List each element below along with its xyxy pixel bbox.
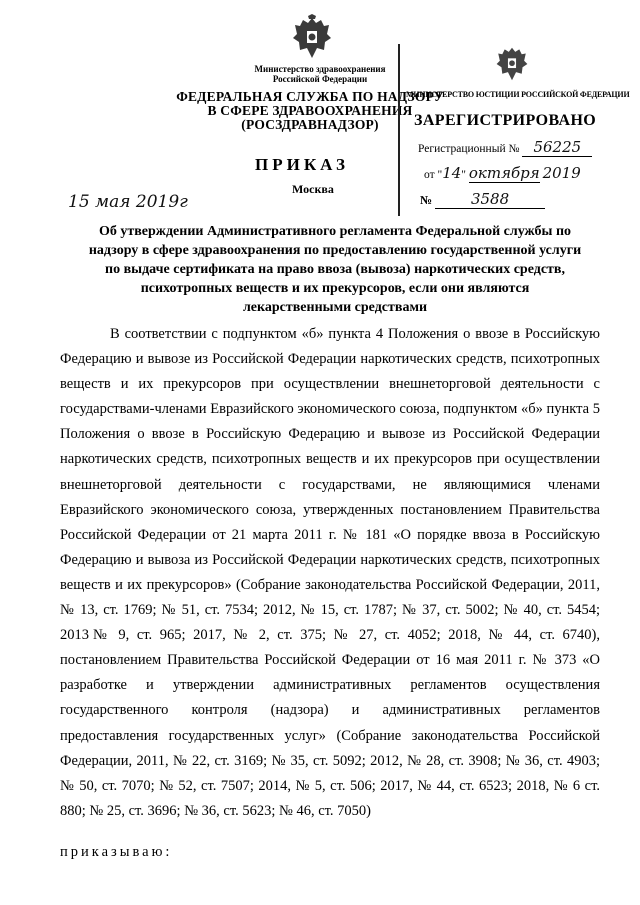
agency-line-2: В СФЕРЕ ЗДРАВООХРАНЕНИЯ — [207, 103, 413, 118]
order-verb: приказываю: — [60, 844, 173, 860]
date-day: 14 — [442, 164, 462, 182]
date-year: 2019 — [542, 164, 581, 182]
ministry-line-1: Министерство здравоохранения — [254, 64, 386, 74]
stamp-emblem-icon — [495, 44, 529, 84]
stamp-registration-number — [418, 138, 592, 157]
registration-stamp — [398, 44, 630, 216]
agency-line-3: (РОСЗДРАВНАДЗОР) — [241, 117, 379, 132]
document-title — [70, 222, 600, 317]
number-label: № — [420, 193, 433, 207]
title-line: лекарственными средствами — [242, 300, 428, 315]
coat-of-arms-icon — [291, 14, 333, 62]
title-line: надзору в сфере здравоохранения по предоставлению государственной услуги — [88, 243, 582, 258]
order-number — [420, 190, 545, 209]
agency-line-1: ФЕДЕРАЛЬНАЯ СЛУЖБА ПО НАДЗОРУ — [176, 89, 444, 104]
stamp-organization: МИНИСТЕРСТВО ЮСТИЦИИ РОССИЙСКОЙ ФЕДЕРАЦИИ — [406, 90, 630, 99]
city: Москва — [292, 182, 334, 196]
number-value: 3588 — [435, 190, 545, 209]
title-line: психотропных веществ и их прекурсоров, если они являются — [140, 281, 530, 296]
handwritten-date: 15 мая 2019г — [68, 192, 188, 212]
title-line: по выдаче сертификата на право ввоза (вывоза) наркотических средств, — [105, 262, 565, 277]
stamp-date: от "14" октября 2019 — [424, 164, 581, 182]
document-type: ПРИКАЗ — [255, 155, 349, 174]
body-paragraph: В соответствии с подпунктом «б» пункта 4 Положения о ввозе в Российскую Федерацию и вывозе из Российской Федерации наркотических средств, психотропных веществ и их прекурсоров при осуществлении внешнеторговой деятельности с государствами-членами Евразийского экономического союза, подпунктом «б» пункта 5 Положения о ввозе в Российскую Федерацию и вывозе из Российской Федерации наркотических средств, психотропных веществ и их прекурсоров при осуществлении внешнеторговой деятельности с государствами, не являющимися членами Евразийского экономического союза, утвержденных постановлением Правительства Российской Федерации от 21 марта 2011 г. № 181 «О порядке ввоза в Российскую Федерацию и вывоза из Российской Федерации наркотических средств, психотропных веществ и их прекурсоров» (Собрание законодательства Российской Федерации, 2011, № 13, ст. 1769; № 51, ст. 7534; 2012, № 15, ст. 1787; № 37, ст. 5002; № 40, ст. 5454; 2013№ 9, ст. 965; 2017, № 2, ст. 375; № 27, ст. 4052; 2018, № 44, ст. 6740), постановлением Правительства Российской Федерации от 16 мая 2011 г. № 373 «О разработке и утверждении административных регламентов осуществления государственного контроля (надзора) и административных регламентов предоставления государственных услуг» (Собрание законодательства Российской Федерации, 2011, № 22, ст. 3169; № 35, ст. 5092; 2012, № 28, ст. 3908; № 36, ст. 4903; № 50, ст. 7070; № 52, ст. 7507; 2014, № 5, ст. 506; 2017, № 44, ст. 6523; 2018, № 6 ст. 880; № 25, ст. 3696; № 36, ст. 5623; № 46, ст. 7050) — [60, 326, 600, 819]
stamp-title: ЗАРЕГИСТРИРОВАНО — [414, 112, 597, 129]
document-body — [60, 322, 600, 824]
date-prefix: от " — [424, 169, 443, 181]
ministry-line-2: Российской Федерации — [272, 74, 368, 84]
reg-label: Регистрационный № — [418, 143, 520, 155]
title-line: Об утверждении Административного регламента Федеральной службы по — [98, 224, 572, 239]
reg-number: 56225 — [522, 138, 592, 157]
date-month: октября — [468, 164, 540, 182]
